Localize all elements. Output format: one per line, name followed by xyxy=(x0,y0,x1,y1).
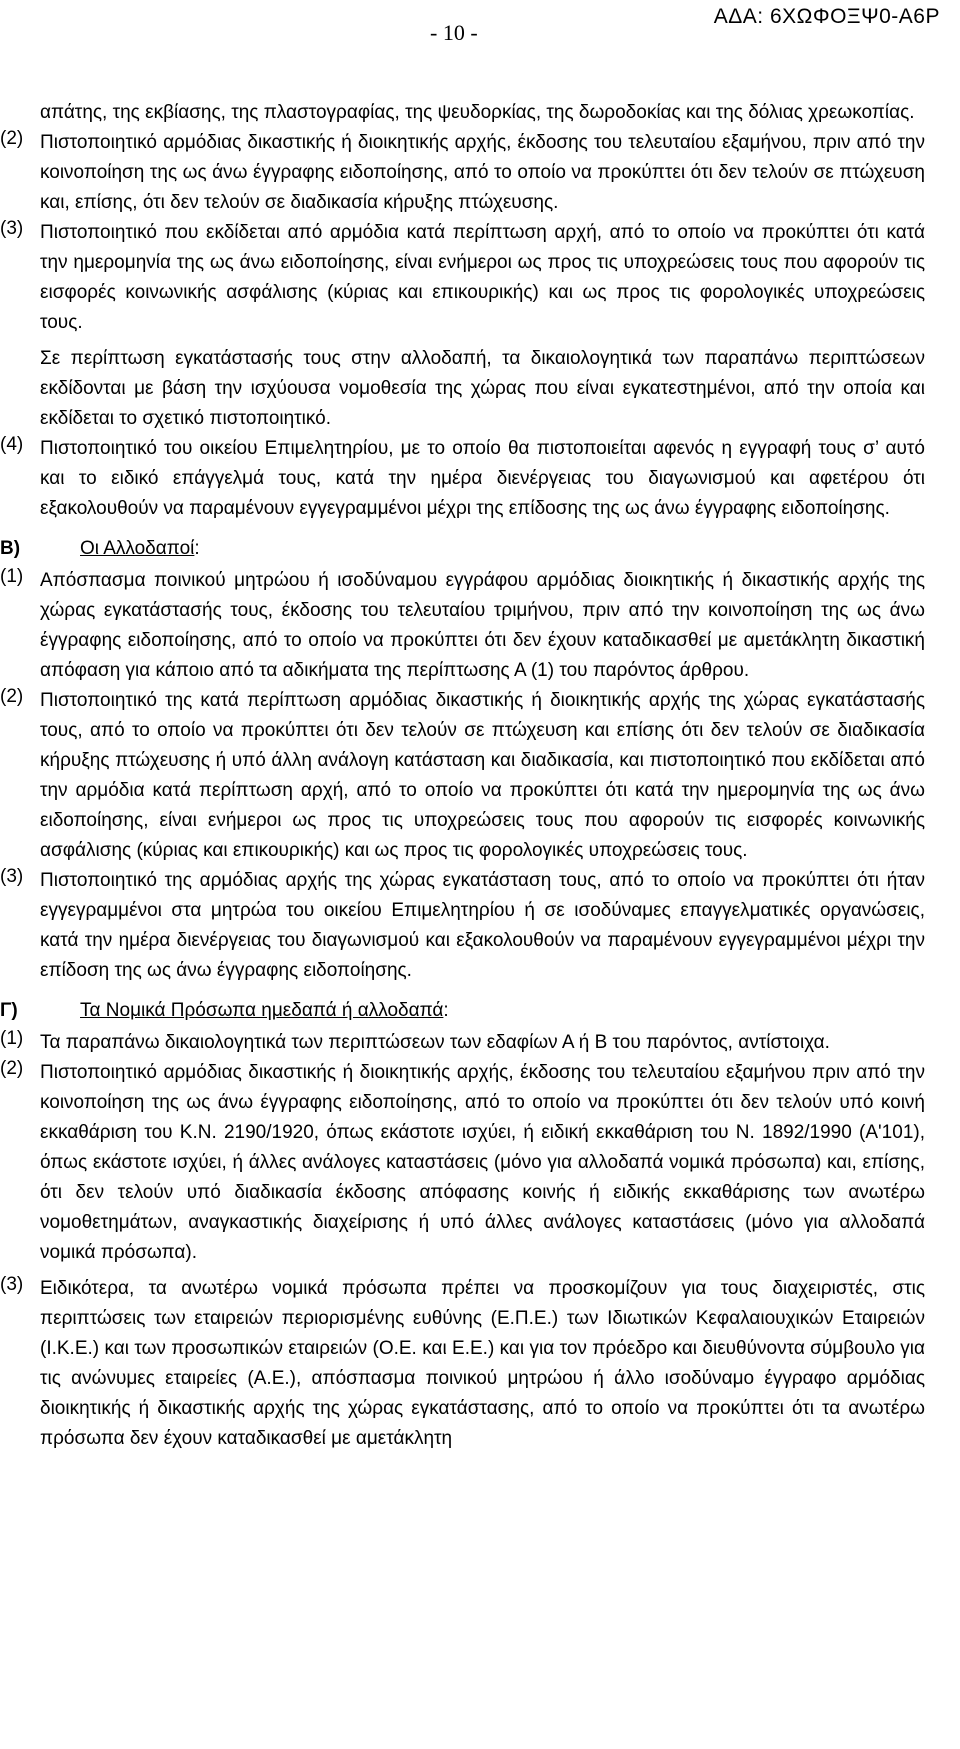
section-title-suffix: : xyxy=(194,538,200,559)
item-text: Πιστοποιητικό του οικείου Επιμελητηρίου, με το οποίο θα πιστοποιείται αφενός η εγγραφή τους σ’ αυτό και το ειδικό επάγγελμά τους, κατά την ημέρα διενέργειας του διαγωνισμού και αφετέρου ότι εξακολουθούν να παραμένουν εγγεγραμμένοι μέχρι της επίδοσης της ως άνω έγγραφης ειδοποίησης. xyxy=(40,438,925,519)
item-text: Απόσπασμα ποινικού μητρώου ή ισοδύναμου εγγράφου αρμόδιας διοικητικής ή δικαστικής αρχής της χώρας εγκατάστασής τους, έκδοσης του τελευταίου τριμήνου, πριν από την κοινοποίηση της ως άνω έγγραφης ειδοποίησης, από το οποίο να προκύπτει ότι δεν έχουν καταδικασθεί με αμετάκλητη δικαστική απόφαση για κάποιο από τα αδικήματα της περίπτωσης Α (1) του παρόντος άρθρου. xyxy=(40,570,925,681)
item-text: Πιστοποιητικό αρμόδιας δικαστικής ή διοικητικής αρχής, έκδοσης του τελευταίου εξαμήνου πριν από την κοινοποίηση της ως άνω έγγραφης ειδοποίησης, από το οποίο να προκύπτει ότι δεν τελούν υπό κοινή εκκαθάριση του Κ.Ν. 2190/1920, όπως εκάστοτε ισχύει, ή ειδική εκκαθάριση του Ν. 1892/1990 (Α'101), όπως εκάστοτε ισχύει, ή άλλες ανάλογες καταστάσεις (μόνο για αλλοδαπά νομικά πρόσωπα) και, επίσης, ότι δεν τελούν υπό διαδικασία έκδοσης απόφασης κοινής ή ειδικής εκκαθάρισης των ανωτέρω νομοθετημάτων, αναγκαστικής διαχείρισης ή υπό άλλες ανάλογες καταστάσεις (μόνο για αλλοδαπά νομικά πρόσωπα). xyxy=(40,1062,925,1263)
section-heading-c xyxy=(0,996,960,1026)
page-number: - 10 - xyxy=(430,20,478,45)
list-item xyxy=(0,128,960,218)
item-text: Τα παραπάνω δικαιολογητικά των περιπτώσεων των εδαφίων Α ή Β του παρόντος, αντίστοιχα. xyxy=(40,1032,830,1053)
list-item xyxy=(0,1058,960,1268)
item-text: Πιστοποιητικό της κατά περίπτωση αρμόδιας δικαστικής ή διοικητικής αρχής της χώρας εγκατάστασής τους, από το οποίο να προκύπτει ότι δεν τελούν σε πτώχευση και επίσης ότι δεν τελούν σε διαδικασία κήρυξης πτώχευσης ή υπό άλλη ανάλογη κατάσταση και διαδικασία, και πιστοποιητικό που εκδίδεται από την αρμόδια κατά περίπτωση αρχή, από το οποίο να προκύπτει ότι κατά την ημερομηνία της ως άνω ειδοποίησης, είναι ενήμεροι ως προς τις υποχρεώσεις τους που αφορούν τις εισφορές κοινωνικής ασφάλισης (κύριας και επικουρικής) και ως προς τις φορολογικές υποχρεώσεις τους. xyxy=(40,690,925,861)
list-item xyxy=(0,686,960,866)
section-title: Οι Αλλοδαποί xyxy=(80,538,195,559)
section-title-suffix: : xyxy=(443,1000,449,1021)
section-letter: Β) xyxy=(0,538,21,559)
item-text: Πιστοποιητικό που εκδίδεται από αρμόδια κατά περίπτωση αρχή, από το οποίο να προκύπτει ότι κατά την ημερομηνία της ως άνω ειδοποίησης, είναι ενήμεροι ως προς τις υποχρεώσεις τους που αφορούν τις εισφορές κοινωνικής ασφάλισης (κύριας και επικουρικής) και ως προς τις φορολογικές υποχρεώσεις τους. xyxy=(40,222,925,333)
item-text: Ειδικότερα, τα ανωτέρω νομικά πρόσωπα πρέπει να προσκομίζουν για τους διαχειριστές, στις περιπτώσεις των εταιρειών περιορισμένης ευθύνης (Ε.Π.Ε.) των Ιδιωτικών Κεφαλαιουχικών Εταιρειών (Ι.Κ.Ε.) και των προσωπικών εταιρειών (Ο.Ε. και Ε.Ε.) και για τον πρόεδρο και διευθύνοντα σύμβουλο για τις ανώνυμες εταιρείες (Α.Ε.), απόσπασμα ποινικού μητρώου ή άλλο ισοδύναμο έγγραφο αρμόδιας διοικητικής ή δικαστικής αρχής της χώρας εγκατάστασης, από το οποίο να προκύπτει ότι τα ανωτέρω πρόσωπα δεν έχουν καταδικασθεί με αμετάκλητη xyxy=(40,1278,925,1449)
list-item xyxy=(0,866,960,986)
item-number: (1) xyxy=(0,566,24,587)
continuation-paragraph: απάτης, της εκβίασης, της πλαστογραφίας, της ψευδορκίας, της δωροδοκίας και της δόλιας χρεωκοπίας. xyxy=(40,102,915,123)
section-heading-b xyxy=(0,534,960,564)
list-item xyxy=(0,1028,960,1058)
document-id: ΑΔΑ: 6ΧΩΦΟΞΨ0-Α6Ρ xyxy=(713,5,940,28)
item-number: (3) xyxy=(0,218,24,239)
item-number: (2) xyxy=(0,686,24,707)
item-number: (3) xyxy=(0,866,24,887)
foreign-establishment-paragraph: Σε περίπτωση εγκατάστασής τους στην αλλοδαπή, τα δικαιολογητικά των παραπάνω περιπτώσεων εκδίδονται με βάση την ισχύουσα νομοθεσία της χώρας που είναι εγκατεστημένοι, από την οποία και εκδίδεται το σχετικό πιστοποιητικό. xyxy=(40,348,925,429)
list-item xyxy=(0,434,960,524)
document-body xyxy=(0,98,960,1454)
item-text: Πιστοποιητικό της αρμόδιας αρχής της χώρας εγκατάσταση τους, από το οποίο να προκύπτει ότι ήταν εγγεγραμμένοι στα μητρώα του οικείου Επιμελητηρίου ή σε ισοδύναμες επαγγελματικές οργανώσεις, κατά την ημέρα διενέργειας του διαγωνισμού και εξακολουθούν να παραμένουν εγγεγραμμένοι μέχρι την επίδοση της ως άνω έγγραφης ειδοποίησης. xyxy=(40,870,925,981)
item-number: (2) xyxy=(0,128,24,149)
item-text: Πιστοποιητικό αρμόδιας δικαστικής ή διοικητικής αρχής, έκδοσης του τελευταίου εξαμήνου, πριν από την κοινοποίηση της ως άνω έγγραφης ειδοποίησης, από το οποίο να προκύπτει ότι δεν τελούν σε πτώχευση και, επίσης, ότι δεν τελούν σε διαδικασία κήρυξης πτώχευσης. xyxy=(40,132,925,213)
item-number: (1) xyxy=(0,1028,24,1049)
item-number: (3) xyxy=(0,1274,24,1295)
section-title: Τα Νομικά Πρόσωπα ημεδαπά ή αλλοδαπά xyxy=(80,1000,444,1021)
list-item xyxy=(0,218,960,338)
list-item xyxy=(0,1274,960,1454)
list-item xyxy=(0,566,960,686)
item-number: (2) xyxy=(0,1058,24,1079)
item-number: (4) xyxy=(0,434,24,455)
section-letter: Γ) xyxy=(0,1000,18,1021)
